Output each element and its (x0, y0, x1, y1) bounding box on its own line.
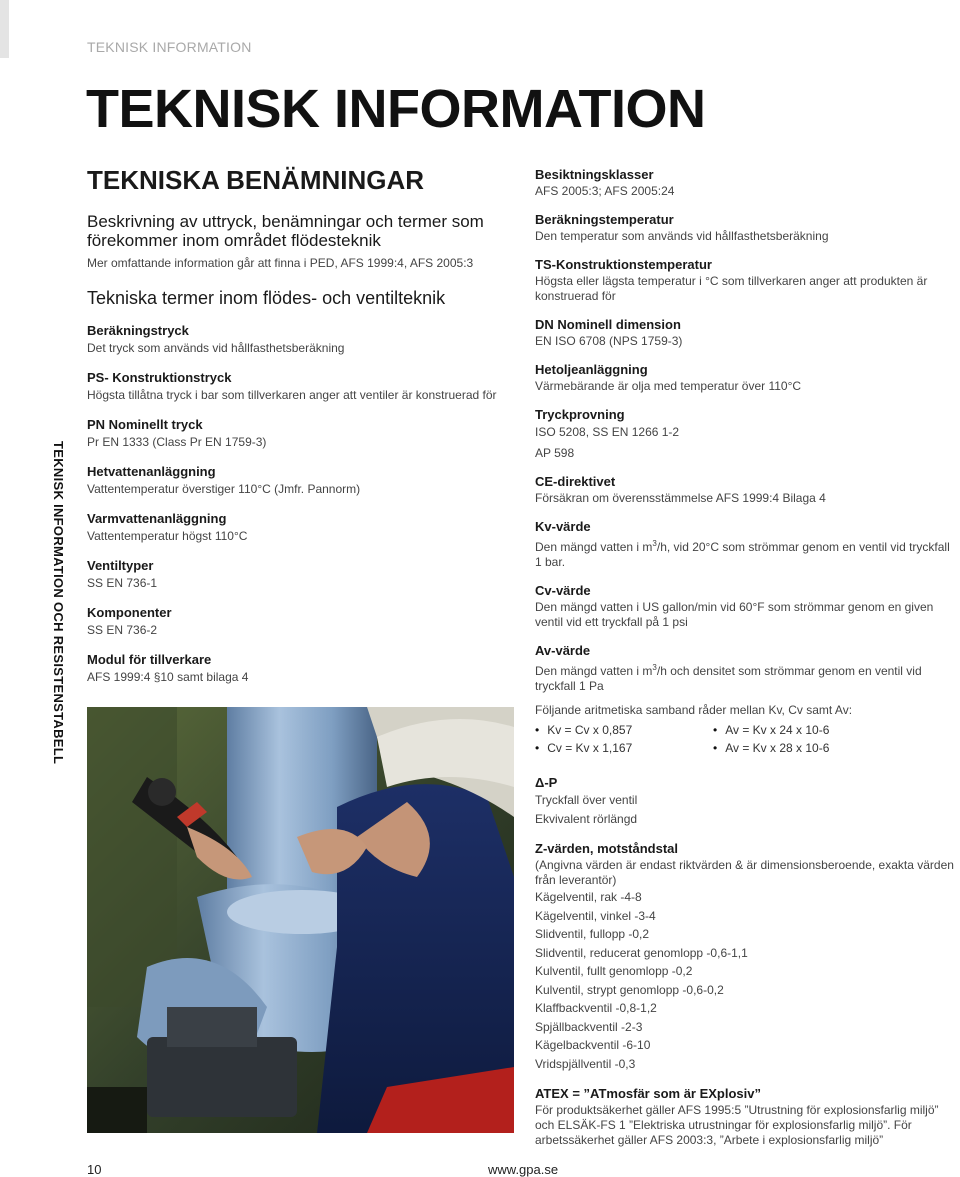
list-item: Spjällbackventil -2-3 (535, 1019, 643, 1034)
term-title: Beräkningstryck (87, 323, 189, 338)
subheading: Tekniska termer inom flödes- och ventilteknik (87, 288, 446, 308)
formula-item: • Kv = Cv x 0,857 (535, 723, 713, 737)
term-desc-part: Den mängd vatten i m (535, 540, 653, 554)
term-item (87, 605, 517, 638)
superscript: 3 (652, 539, 657, 548)
term-desc (535, 660, 955, 694)
term-desc: Tryckfall över ventil (535, 793, 638, 807)
term-desc: Pr EN 1333 (Class Pr EN 1759-3) (87, 435, 267, 449)
term-title: ATEX = ”ATmosfär som är EXplosiv” (535, 1086, 761, 1101)
term-item (535, 474, 955, 506)
term-title: Ventiltyper (87, 558, 154, 573)
side-label (44, 441, 66, 765)
term-item (535, 317, 955, 349)
term-item (87, 511, 517, 544)
term-desc: För produktsäkerhet gäller AFS 1995:5 ”Utrustning för explosionsfarlig miljö” och ELSÄK-FS 1 ”Elektriska utrustningar för explosionsfarlig miljö”. För arbetssäkerhet gäller AFS 2003:3, ”Arbete i explosionsfarlig miljö” (535, 1103, 939, 1147)
formula-intro: Följande aritmetiska samband råder mellan Kv, Cv samt Av: (535, 703, 853, 717)
photo-illustration (87, 707, 514, 1133)
term-item (535, 362, 955, 394)
term-desc: Högsta tillåtna tryck i bar som tillverkaren anger att ventiler är konstruerad för (87, 388, 497, 402)
term-title: Beräkningstemperatur (535, 212, 674, 227)
left-column (87, 165, 517, 699)
term-title: TS-Konstruktionstemperatur (535, 257, 712, 272)
term-desc: Vattentemperatur högst 110°C (87, 529, 248, 543)
term-desc: Den mängd vatten i US gallon/min vid 60°F som strömmar genom en given ventil vid ett tryckfall på 1 psi (535, 600, 934, 629)
term-item (535, 167, 955, 199)
term-item (87, 323, 517, 356)
term-title: Z-värden, motståndstal (535, 841, 679, 856)
formula-item: • Av = Kv x 28 x 10-6 (713, 741, 913, 755)
list-item: Kägelventil, vinkel -3-4 (535, 908, 656, 923)
term-title: CE-direktivet (535, 474, 616, 489)
term-desc: Försäkran om överensstämmelse AFS 1999:4 Bilaga 4 (535, 491, 826, 505)
term-item (87, 652, 517, 685)
list-item: Slidventil, reducerat genomlopp -0,6-1,1 (535, 945, 748, 960)
term-desc: Värmebärande är olja med temperatur över 110°C (535, 379, 802, 393)
term-title: Cv-värde (535, 583, 591, 598)
term-item (535, 643, 955, 694)
page-number: 10 (87, 1162, 102, 1177)
intro-subtitle: Mer omfattande information går att finna i PED, AFS 1999:4, AFS 2005:3 (87, 256, 474, 270)
term-title: Hetoljeanläggning (535, 362, 648, 377)
formula-item: • Av = Kv x 24 x 10-6 (713, 723, 913, 737)
term-desc: EN ISO 6708 (NPS 1759-3) (535, 334, 683, 348)
list-item: Kulventil, fullt genomlopp -0,2 (535, 964, 693, 978)
term-title: Hetvattenanläggning (87, 464, 216, 479)
running-header: TEKNISK INFORMATION (87, 39, 252, 55)
term-item (535, 775, 955, 828)
term-desc-part: /h, vid 20°C som strömmar genom en ventil vid tryckfall 1 bar. (535, 540, 950, 569)
term-desc: Högsta eller lägsta temperatur i °C som tillverkaren anger att produkten är konstruerad för (535, 274, 928, 303)
list-item: Klaffbackventil -0,8-1,2 (535, 1001, 657, 1015)
list-item: Kägelventil, rak -4-8 (535, 890, 642, 904)
term-title: Varmvattenanläggning (87, 511, 227, 526)
term-item (535, 519, 955, 570)
list-item: Slidventil, fullopp -0,2 (535, 927, 650, 941)
term-desc: SS EN 736-2 (87, 623, 158, 637)
term-title: Kv-värde (535, 519, 591, 534)
term-desc: Det tryck som används vid hållfasthetsberäkning (87, 341, 345, 355)
term-item (87, 417, 517, 450)
right-column (535, 167, 955, 1161)
term-title: Besiktningsklasser (535, 167, 654, 182)
side-label-text: TEKNISK INFORMATION OCH RESISTENSTABELL (51, 441, 66, 765)
term-title: Av-värde (535, 643, 591, 658)
page-title: TEKNISK INFORMATION (86, 79, 706, 139)
footer-url: www.gpa.se (488, 1162, 559, 1177)
term-desc: Den temperatur som används vid hållfasthetsberäkning (535, 229, 829, 243)
term-item (535, 841, 955, 1073)
term-item (87, 464, 517, 497)
term-item (87, 370, 517, 403)
list-item: Kägelbackventil -6-10 (535, 1038, 651, 1052)
term-desc: AP 598 (535, 446, 575, 460)
list-item: Kulventil, strypt genomlopp -0,6-0,2 (535, 982, 724, 997)
term-item (535, 1086, 955, 1148)
term-title: PS- Konstruktionstryck (87, 370, 232, 385)
term-title: Δ-P (535, 775, 558, 790)
term-desc: AFS 1999:4 §10 samt bilaga 4 (87, 670, 249, 684)
intro-title: Beskrivning av uttryck, benämningar och termer som förekommer inom området flödesteknik (87, 212, 484, 250)
term-item (535, 583, 955, 630)
term-title: Komponenter (87, 605, 172, 620)
worker-welding-pipe-photo (87, 707, 514, 1133)
term-desc: Vattentemperatur överstiger 110°C (Jmfr. Pannorm) (87, 482, 361, 496)
term-desc: Ekvivalent rörlängd (535, 811, 638, 826)
term-title: Modul för tillverkare (87, 652, 212, 667)
formula-item: • Cv = Kv x 1,167 (535, 741, 713, 755)
term-desc (535, 536, 955, 570)
term-item (535, 257, 955, 304)
superscript: 3 (652, 663, 657, 672)
term-title: Tryckprovning (535, 407, 625, 422)
term-item (535, 212, 955, 244)
list-item: Vridspjällventil -0,3 (535, 1056, 636, 1071)
formula-list (535, 723, 955, 755)
section-title: TEKNISKA BENÄMNINGAR (87, 165, 425, 195)
term-desc: (Angivna värden är endast riktvärden & är dimensionsberoende, exakta värden från leverantör) (535, 858, 954, 887)
term-title: PN Nominellt tryck (87, 417, 203, 432)
top-accent-bar (0, 0, 9, 58)
term-item (535, 407, 955, 461)
term-desc: ISO 5208, SS EN 1266 1-2 (535, 425, 680, 439)
term-desc: AFS 2005:3; AFS 2005:24 (535, 184, 675, 198)
term-desc-part: /h och densitet som strömmar genom en ventil vid tryckfall 1 Pa (535, 664, 922, 693)
term-desc: SS EN 736-1 (87, 576, 158, 590)
term-desc-part: Den mängd vatten i m (535, 664, 653, 678)
term-title: DN Nominell dimension (535, 317, 681, 332)
term-item (87, 558, 517, 591)
